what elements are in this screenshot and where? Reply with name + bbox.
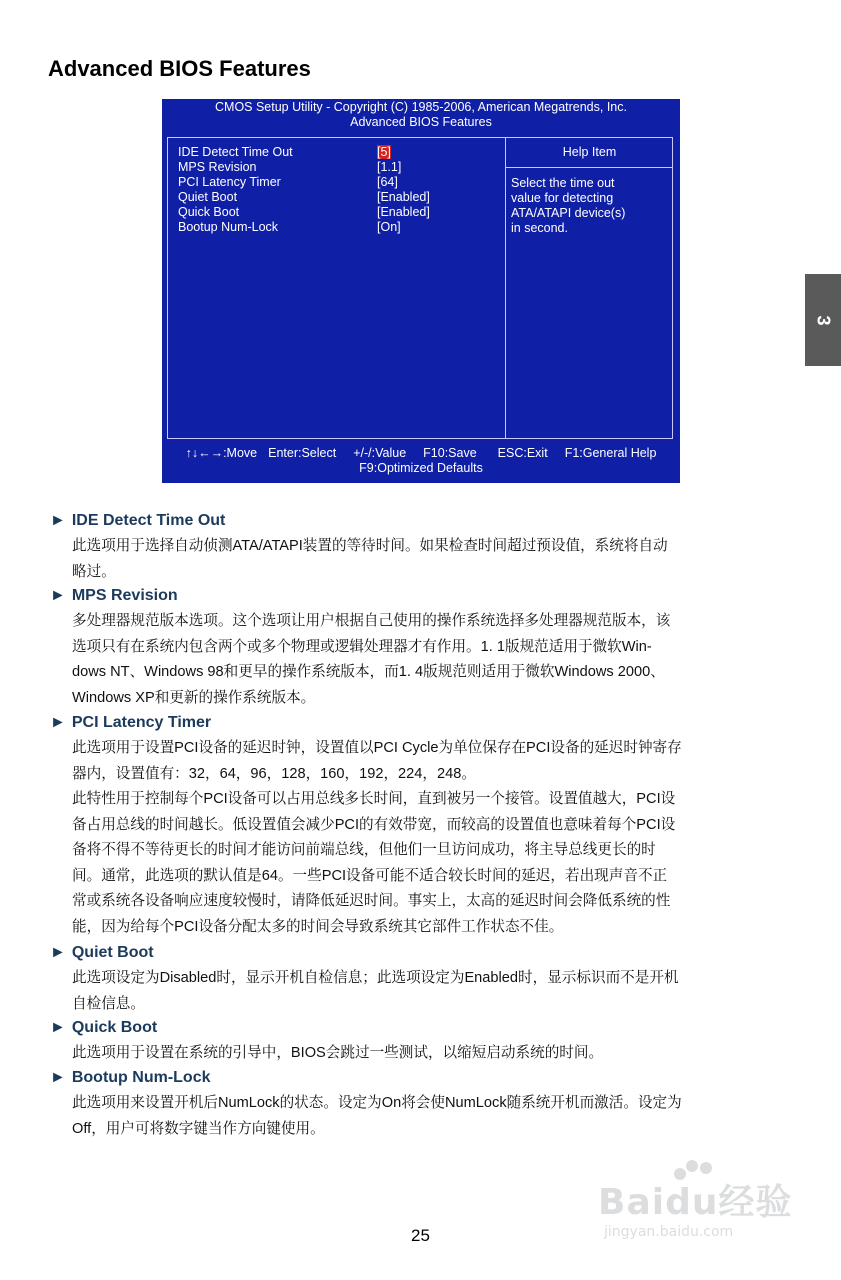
section-body-quiet-boot: 此选项设定为Disabled时，显示开机自检信息；此选项设定为Enabled时，显示标识而不是开机 自检信息。 xyxy=(72,970,679,1012)
triangle-right-icon: ► xyxy=(50,1019,66,1036)
bios-header-title: Advanced BIOS Features xyxy=(350,115,492,129)
option-pci-latency-timer-value[interactable]: [64] xyxy=(377,175,398,189)
help-line: Select the time out xyxy=(511,176,615,190)
option-pci-latency-timer[interactable]: PCI Latency Timer xyxy=(178,175,281,189)
page-title: Advanced BIOS Features xyxy=(48,56,311,81)
key-save: F10:Save xyxy=(423,446,477,460)
key-defaults: F9:Optimized Defaults xyxy=(359,461,483,475)
bios-help-rule xyxy=(505,167,673,168)
chapter-tab xyxy=(805,274,841,366)
key-enter: Enter:Select xyxy=(268,446,337,460)
section-heading-bootup-num-lock: ► Bootup Num-Lock xyxy=(50,1069,211,1086)
help-item-title: Help Item xyxy=(562,145,617,159)
section-body-quick-boot: 此选项用于设置在系统的引导中，BIOS会跳过一些测试，以缩短启动系统的时间。 xyxy=(72,1045,604,1061)
key-help: F1:General Help xyxy=(564,446,657,460)
option-quiet-boot[interactable]: Quiet Boot xyxy=(178,190,238,204)
section-heading-mps-revision: ► MPS Revision xyxy=(50,587,178,604)
watermark-sub: jingyan.baidu.com xyxy=(604,1224,734,1240)
option-quick-boot-value[interactable]: [Enabled] xyxy=(377,205,430,219)
triangle-right-icon: ► xyxy=(50,944,66,961)
bios-header xyxy=(162,100,680,130)
section-heading-quiet-boot: ► Quiet Boot xyxy=(50,944,154,961)
watermark-main: Baidu经验 xyxy=(598,1182,793,1223)
option-ide-detect-time-out[interactable]: IDE Detect Time Out xyxy=(178,145,293,159)
section-body-bootup-num-lock: 此选项用来设置开机后NumLock的状态。设定为On将会使NumLock随系统开机而激活。设定为 Off，用户可将数字键当作方向键使用。 xyxy=(72,1095,682,1137)
option-ide-detect-time-out-value[interactable]: [5] xyxy=(377,145,391,159)
option-mps-revision-value[interactable]: [1.1] xyxy=(377,160,402,174)
section-heading-ide-detect: ► IDE Detect Time Out xyxy=(50,512,226,529)
chapter-tab-label: 3 xyxy=(813,314,834,326)
bios-footer xyxy=(162,446,680,476)
help-line: in second. xyxy=(511,221,568,235)
triangle-right-icon: ► xyxy=(50,1069,66,1086)
section-body-ide-detect: 此选项用于选择自动侦测ATA/ATAPI装置的等待时间。如果检查时间超过预设值，系统将自动 略过。 xyxy=(72,538,668,580)
key-value: +/-/:Value xyxy=(353,446,407,460)
triangle-right-icon: ► xyxy=(50,512,66,529)
option-bootup-num-lock[interactable]: Bootup Num-Lock xyxy=(178,220,279,234)
triangle-right-icon: ► xyxy=(50,587,66,604)
key-exit: ESC:Exit xyxy=(497,446,548,460)
option-quiet-boot-value[interactable]: [Enabled] xyxy=(377,190,430,204)
key-move: ↑↓←→:Move xyxy=(185,446,258,460)
option-mps-revision[interactable]: MPS Revision xyxy=(178,160,257,174)
page-number: 25 xyxy=(411,1226,430,1245)
section-body-mps-revision: 多处理器规范版本选项。这个选项让用户根据自己使用的操作系统选择多处理器规范版本，该 选项只有在系统内包含两个或多个物理或逻辑处理器才有作用。1. 1版规范适用于微软Win- dows NT、Windows 98和更早的操作系统版本，而1. 4版规范则适用于微软Windows 2000、 Windows XP和更新的操作系统版本。 xyxy=(72,613,671,706)
section-heading-pci-latency: ► PCI Latency Timer xyxy=(50,714,212,731)
help-item-text xyxy=(511,176,625,236)
help-line: ATA/ATAPI device(s) xyxy=(511,206,626,220)
option-bootup-num-lock-value[interactable]: [On] xyxy=(377,220,401,234)
section-body-pci-latency: 此选项用于设置PCI设备的延迟时钟，设置值以PCI Cycle为单位保存在PCI设备的延迟时钟寄存 器内，设置值有：32，64，96，128，160，192，224，248。 此特性用于控制每个PCI设备可以占用总线多长时间，直到被另一个接管。设置值越大，PCI设 备占用总线的时间越长。低设置值会减少PCI的有效带宽，而较高的设置值也意味着每个PCI设 备将不得不等待更长的时间才能访问前端总线，但他们一旦访问成功，将主导总线更长的时 间。通常，此选项的默认值是64。一些PCI设备可能不适合较长时间的延迟，若出现声音不正 常或系统各设备响应速度较慢时，请降低延迟时间。事实上，太高的延迟时间会降低系统的性 能，因为给每个PCI设备分配太多的时间会导致系统其它部件工作状态不佳。 xyxy=(72,740,682,935)
triangle-right-icon: ► xyxy=(50,714,66,731)
help-line: value for detecting xyxy=(511,191,614,205)
section-heading-quick-boot: ► Quick Boot xyxy=(50,1019,158,1036)
option-quick-boot[interactable]: Quick Boot xyxy=(178,205,240,219)
bios-divider xyxy=(505,137,506,439)
bios-header-copyright: CMOS Setup Utility - Copyright (C) 1985-2006, American Megatrends, Inc. xyxy=(215,100,627,114)
